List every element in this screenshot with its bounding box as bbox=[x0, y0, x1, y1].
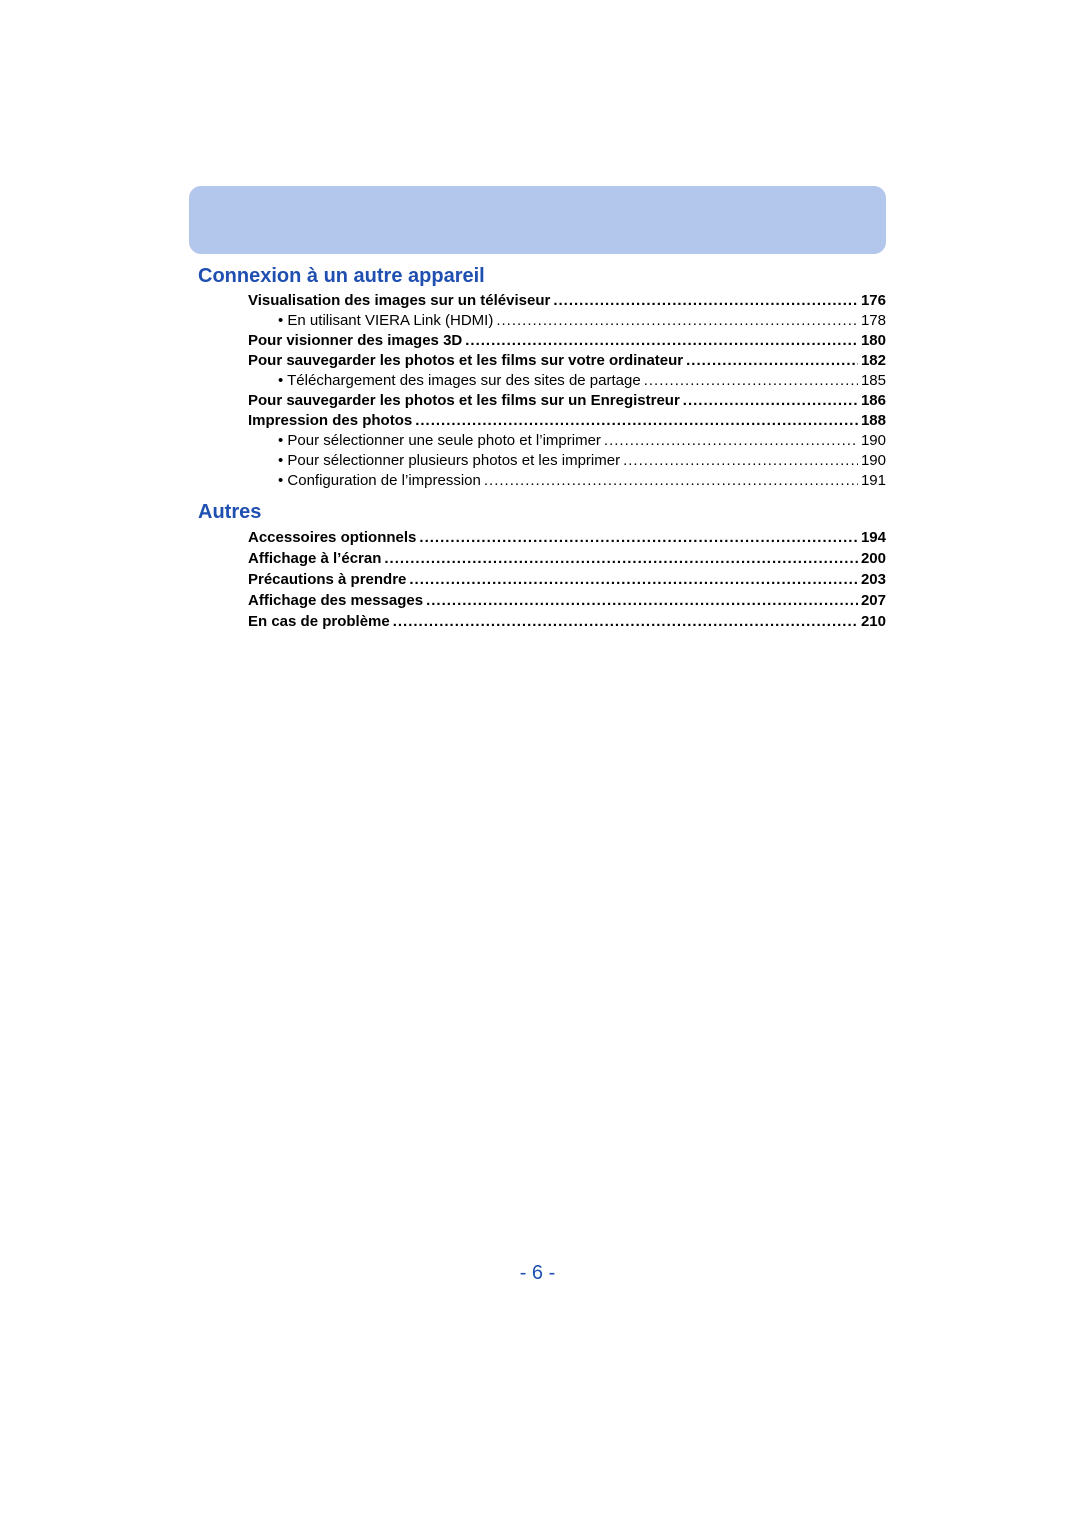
toc-entry[interactable]: • En utilisant VIERA Link (HDMI) ..... 178 bbox=[248, 311, 886, 331]
toc-entry[interactable]: • Pour sélectionner plusieurs photos et les imprimer ..... 190 bbox=[248, 451, 886, 471]
toc-entry[interactable]: Précautions à prendre ..... 203 bbox=[248, 569, 886, 590]
toc-entry[interactable]: Impression des photos ..... 188 bbox=[248, 411, 886, 431]
page-number: - 6 - bbox=[519, 1262, 556, 1284]
toc-entry[interactable]: En cas de problème ..... 210 bbox=[248, 611, 886, 632]
toc-list-connexion bbox=[248, 291, 886, 491]
toc-entry[interactable]: • Pour sélectionner une seule photo et l’imprimer ..... 190 bbox=[248, 431, 886, 451]
toc-entry[interactable]: • Configuration de l’impression ..... 191 bbox=[248, 471, 886, 491]
toc-entry[interactable]: Affichage à l’écran ..... 200 bbox=[248, 548, 886, 569]
toc-list-autres bbox=[248, 527, 886, 632]
toc-entry[interactable]: Pour sauvegarder les photos et les films sur un Enregistreur ..... 186 bbox=[248, 391, 886, 411]
toc-entry[interactable]: Pour visionner des images 3D ..... 180 bbox=[248, 331, 886, 351]
header-band bbox=[189, 186, 886, 254]
toc-entry[interactable]: • Téléchargement des images sur des sites de partage ..... 185 bbox=[248, 371, 886, 391]
toc-entry[interactable]: Pour sauvegarder les photos et les films sur votre ordinateur ..... 182 bbox=[248, 351, 886, 371]
toc-entry[interactable]: Accessoires optionnels ..... 194 bbox=[248, 527, 886, 548]
toc-entry[interactable]: Affichage des messages ..... 207 bbox=[248, 590, 886, 611]
toc-entry[interactable]: Visualisation des images sur un téléviseur ..... 176 bbox=[248, 291, 886, 311]
section-title-autres: Autres bbox=[198, 501, 262, 523]
section-title-connexion: Connexion à un autre appareil bbox=[198, 265, 485, 287]
